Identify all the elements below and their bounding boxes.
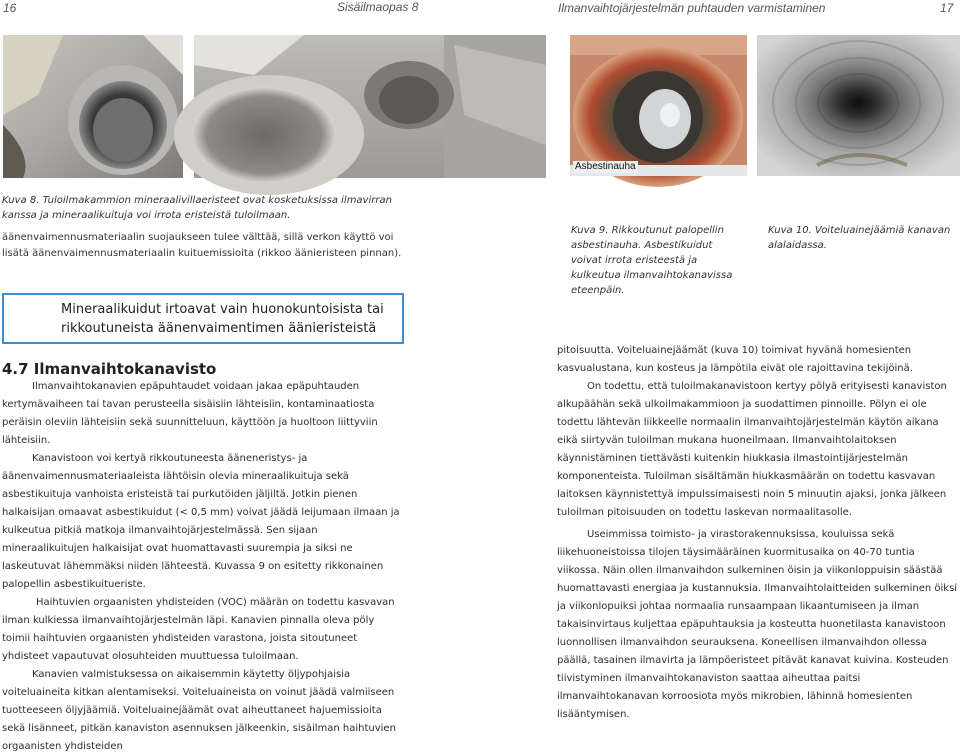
figure-10-caption: Kuva 10. Voiteluainejäämiä kanavan alalaidassa. bbox=[768, 225, 951, 251]
mineral-wool-photo bbox=[194, 35, 546, 178]
body-paragraph: Ilmanvaihtokanavien epäpuhtaudet voidaan jakaa epäpuhtauden kertymävaiheen tai tavan perusteella sisäisiin lähteisiin, kontaminaatiosta peräisin oleviin lähteisiin sekä suunnitteluun, käyttöön ja huoltoon liittyviin lähteisiin. bbox=[2, 381, 378, 446]
duct-interior-photo bbox=[757, 35, 960, 176]
body-paragraph: Kanavien valmistuksessa on aikaisemmin käytetty öljypohjaisia voiteluaineita kitkan alentamiseksi. Voiteluaineista on voinut jäädä valmiiseen tuotteeseen öljyjäämiä. Voiteluainejäämät ovat aiheuttaneet hajuemissioita sekä lisänneet, pitkän kanaviston asennuksen jälkeenkin, sisäilman haihtuvien orgaanisten yhdisteiden bbox=[2, 669, 396, 752]
left-text-column bbox=[2, 378, 402, 756]
callout-box bbox=[2, 293, 404, 344]
figure-8-caption: Kuva 8. Tuloilmakammion mineraalivillaeristeet ovat kosketuksissa ilmavirran kanssa ja mineraalikuituja voi irrota eristeistä tuloilmaan. bbox=[2, 195, 392, 221]
left-running-header: Sisäilmaopas 8 bbox=[337, 0, 419, 14]
left-page-number: 16 bbox=[3, 1, 17, 15]
insulation-chamber-photo bbox=[3, 35, 183, 178]
figure-9-caption: Kuva 9. Rikkoutunut palopellin asbestinauha. Asbestikuidut voivat irrota eristeestä ja kulkeutua ilmanvaihtokanavissa eteenpäin. bbox=[571, 225, 733, 296]
body-paragraph: On todettu, että tuloilmakanavistoon kertyy pölyä erityisesti kanaviston alkupäähän sekä ulkoilmakammioon ja suodattimen pinnoille. Pölyn ei ole todettu lähtevän liikkeelle normaalin ilmanvaihtojärjestelmän käytön aikana eikä siirtyvän tuloilman mukana huoneilmaan. Ilmanvaihtolaitoksen käynnistäminen tiettävästi kuitenkin hiukkasia ilmastointijärjestelmän komponenteista. Tuloilman sisältämän hiukkasmäärän on todettu kasvavan laitoksen käynnistettyä impulssimaisesti noin 5 minuutin ajaksi, jonka jälkeen tuloilman pitoisuuden on todettu laskevan normaalitasolle. bbox=[557, 381, 947, 518]
body-paragraph: Kanavistoon voi kertyä rikkoutuneesta ääneneristys- ja äänenvaimennusmateriaaleista lähtöisin olevia mineraalikuituja sekä asbestikuituja vanhoista eristeistä tai purkutöiden jäljiltä. Jotkin pienen halkaisijan omaavat asbestikuidut (< 0,5 mm) voivat jäädä leijumaan ilmaan ja kulkeutua pitkiä matkoja ilmanvaihtojärjestelmässä. Sen sijaan mineraalikuitujen halkaisijat ovat huomattavasti suurempia ja siksi ne laskeutuvat lähemmäksi niiden lähteestä. Kuvassa 9 on esitetty rikkonainen palopellin asbestikuitueriste. bbox=[2, 453, 400, 590]
right-text-column bbox=[557, 342, 959, 724]
asbestos-tape-photo bbox=[570, 35, 747, 176]
right-running-header: Ilmanvaihtojärjestelmän puhtauden varmistaminen bbox=[558, 1, 826, 15]
body-paragraph: pitoisuutta. Voiteluainejäämät (kuva 10) toimivat hyvänä homesienten kasvualustana, kun kosteus ja lämpötila eivät ole rajoittavina tekijöinä. bbox=[557, 345, 913, 374]
callout-text: Mineraalikuidut irtoavat vain huonokuntoisista tai rikkoutuneista äänenvaimentimen äänieristeistä bbox=[61, 302, 384, 336]
section-heading: 4.7 Ilmanvaihtokanavisto bbox=[2, 360, 217, 378]
asbestos-tape-label: Asbestinauha bbox=[575, 161, 636, 172]
right-page-number: 17 bbox=[940, 1, 954, 15]
intro-paragraph: äänenvaimennusmateriaalin suojaukseen tulee välttää, sillä verkon käyttö voi lisätä äänenvaimennusmateriaalin kuituemissioita (rikkoo äänieristeen pinnan). bbox=[2, 232, 402, 259]
body-paragraph: Haihtuvien orgaanisten yhdisteiden (VOC) määrän on todettu kasvavan ilman kulkiessa ilmanvaihtojärjestelmän läpi. Kanavien pinnalla oleva pöly toimii haihtuvien orgaanisten yhdisteiden varastona, joista sitoutuneet yhdisteet vapautuvat olosuhteiden muuttuessa tuloilmaan. bbox=[2, 597, 395, 662]
body-paragraph: Useimmissa toimisto- ja virastorakennuksissa, kouluissa sekä liikehuoneistoissa tilojen täysimääräinen kuormitusaika on 40-70 tuntia viikossa. Näin ollen ilmanvaihdon sulkeminen öisin ja viikonloppuisin säästää huomattavasti energiaa ja kustannuksia. Ilmanvaihtolaitteiden sulkeminen öiksi ja viikonlopuiksi johtaa normaalia runsaampaan likaantumiseen ja ilman takaisinvirtaus kuljettaa epäpuhtauksia ja kosteutta huonetilasta kanavistoon luonnollisen ilmanvaihdon seurauksena. Koneellisen ilmanvaihdon ollessa päällä, tasainen ilmavirta ja lämpöeristeet pitävät kanavat kuivina. Kosteuden tiivistyminen ilmanvaihtokanaviston saattaa aiheuttaa paitsi ilmanvaihtokanavan korroosiota myös mikrobien, lähinnä homesienten lisääntymisen. bbox=[557, 529, 958, 720]
